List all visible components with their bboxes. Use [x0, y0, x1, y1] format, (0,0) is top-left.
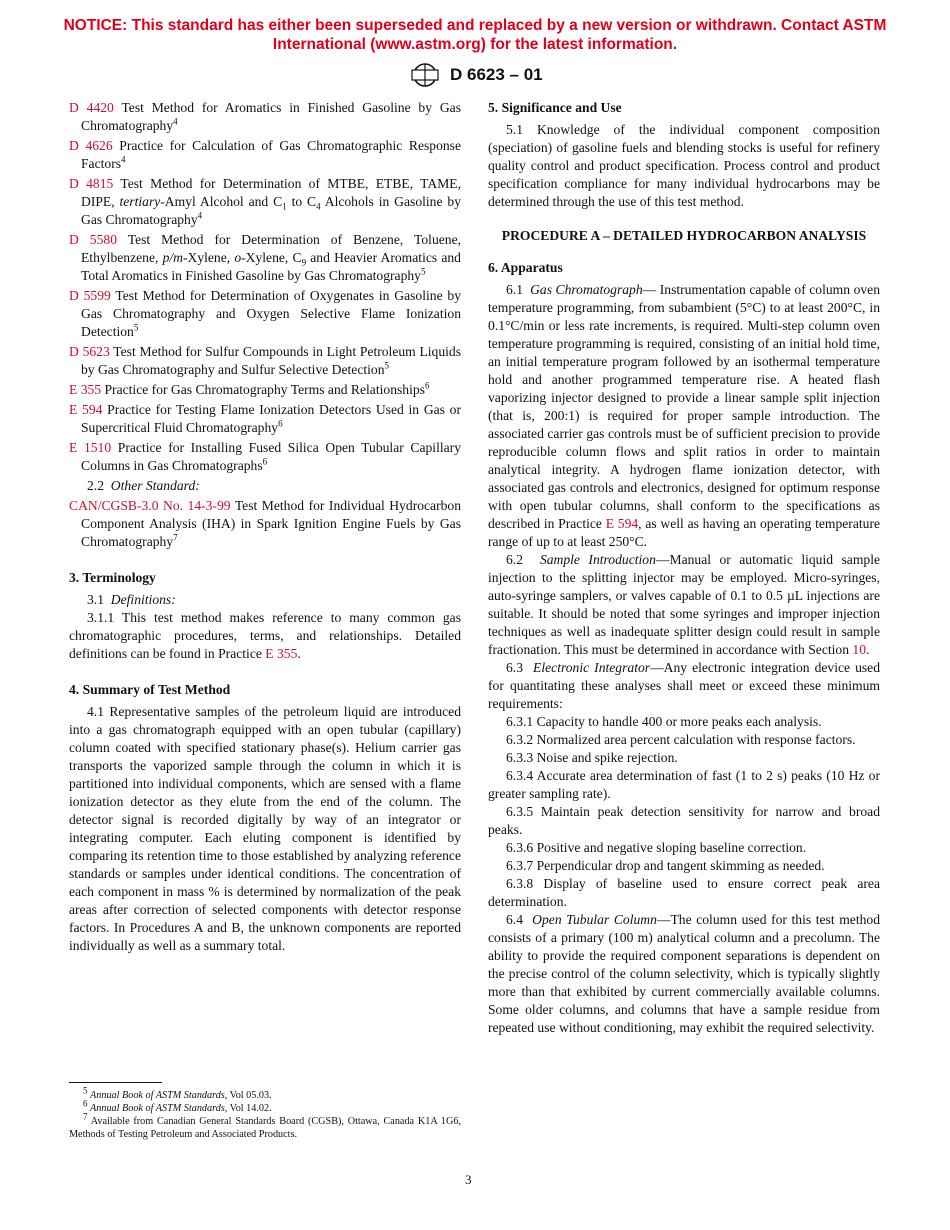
document-header: [405, 62, 605, 88]
reference-link[interactable]: D 4420: [69, 100, 114, 115]
paragraph: 5.1 Knowledge of the individual component composition (speciation) of gasoline fuels and blending stocks is useful for refinery quality control and product specification. Process control and product specification compliance for many individual hydrocarbons may be determined through the use of this test method.: [488, 122, 880, 209]
reference-item: E 1510 Practice for Installing Fused Silica Open Tubular Capillary Columns in Gas Chromatographs$^6$: [69, 440, 461, 473]
reference-item: D 5580 Test Method for Determination of Benzene, Toluene, Ethylbenzene, p/m-Xylene, o-Xylene, $C_9$ and Heavier Aromatics and Total Aromatics in Finished Gasoline by Gas Chromatography$^5$: [69, 232, 462, 283]
footnote: $^6$ Annual Book of ASTM Standards, Vol 14.02.: [83, 1098, 272, 1114]
list-item: 6.3.2 Normalized area percent calculation with response factors.: [506, 732, 856, 747]
withdrawn-notice: NOTICE: This standard has either been superseded and replaced by a new version or withdrawn. Contact ASTM International (www.astm.org) for the latest information.: [63, 17, 887, 53]
reference-item: E 594 Practice for Testing Flame Ionization Detectors Used in Gas or Supercritical Fluid Chromatography$^6$: [69, 402, 461, 435]
paragraph: 6.2 Sample Introduction—Manual or automatic liquid sample injection to the splitting injector may be employed. Micro-syringes, auto-syringe samplers, or valves capable of 0.1 to 0.5 µL injections are suitable. It should be noted that some syringes and improper injection techniques as well as inadequate splitter design could result in sample fractionation. This must be determined in accordance with Section 10.: [488, 552, 881, 657]
reference-item: D 4815 Test Method for Determination of MTBE, ETBE, TAME, DIPE, tertiary-Amyl Alcohol and $C_1$ to $C_4$ Alcohols in Gasoline by Gas Chromatography$^4$: [69, 176, 462, 227]
paragraph: 4.1 Representative samples of the petroleum liquid are introduced into a gas chromatograph equipped with an open tubular (capillary) column coated with specified stationary phase(s). Helium carrier gas transports the vaporized sample through the column in which it is partitioned into individual components, which are sensed with a flame ionization detector as they elute from the end of the column. The detector signal is recorded digitally by way of an integrator or integrating computer. Each eluting component is identified by comparing its retention time to those established by analyzing reference standards or samples under identical conditions. The concentration of each component in mass % is determined by normalization of the peak areas after correction of selected components with detector response factors. In Procedures A and B, the unknown components are reported individually as well as a summary total.: [69, 704, 461, 953]
reference-link[interactable]: D 5623: [69, 344, 110, 359]
page-number: 3: [465, 1172, 472, 1187]
footnote: $^7$ Available from Canadian General Standards Board (CGSB), Ottawa, Canada K1A 1G6, Methods of Testing Petroleum and Associated Products.: [69, 1111, 462, 1140]
astm-logo-icon: [405, 62, 445, 88]
paragraph: 3.1.1 This test method makes reference to many common gas chromatographic procedures, terms, and relationships. Detailed definitions can be found in Practice E 355.: [69, 610, 461, 661]
reference-link[interactable]: E 355: [265, 646, 298, 661]
list-item: 6.3.6 Positive and negative sloping baseline correction.: [506, 840, 807, 855]
other-standard-heading: 2.2 Other Standard:: [87, 478, 200, 493]
reference-item: D 4420 Test Method for Aromatics in Finished Gasoline by Gas Chromatography$^4$: [69, 100, 462, 133]
footnote-divider: [69, 1082, 162, 1083]
reference-link[interactable]: CAN/CGSB-3.0 No. 14-3-99: [69, 498, 231, 513]
reference-link[interactable]: D 4626: [69, 138, 113, 153]
reference-link[interactable]: D 5599: [69, 288, 111, 303]
paragraph: 6.4 Open Tubular Column—The column used for this test method consists of a primary (100 m) analytical column and a precolumn. The ability to provide the required component separations is dependent on the precise control of the column selectivity, which is typically slightly more than that exhibited by current commercially available columns. Some older columns, and columns that have a sample residue from repeated use without conditioning, may exhibit the required selectivity.: [488, 912, 880, 1035]
reference-item: D 5623 Test Method for Sulfur Compounds in Light Petroleum Liquids by Gas Chromatography and Sulfur Selective Detection$^5$: [69, 344, 462, 377]
list-item: 6.3.8 Display of baseline used to ensure correct peak area determination.: [488, 876, 880, 909]
section-heading: 4. Summary of Test Method: [69, 682, 231, 697]
reference-link[interactable]: E 594: [605, 516, 639, 531]
paragraph: 3.1 Definitions:: [87, 592, 176, 607]
section-link[interactable]: 10: [852, 642, 866, 657]
left-column: [69, 99, 461, 955]
reference-item: CAN/CGSB-3.0 No. 14-3-99 Test Method for Individual Hydrocarbon Component Analysis (IHA) in Spark Ignition Engine Fuels by Gas Chromatography$^7$: [69, 498, 462, 549]
reference-link[interactable]: E 355: [69, 382, 102, 397]
reference-item: E 355 Practice for Gas Chromatography Terms and Relationships$^6$: [69, 380, 430, 397]
reference-link[interactable]: E 1510: [69, 440, 112, 455]
footnotes: [69, 1085, 462, 1141]
footnote: $^5$ Annual Book of ASTM Standards, Vol 05.03.: [83, 1085, 272, 1101]
paragraph: 6.1 Gas Chromatograph— Instrumentation capable of column oven temperature programming, from subambient (5°C) to at least 200°C, in 0.1°C/min or less rate increments, is required. Multi-step column oven temperature programming is required, consisting of an initial hold time, an initial temperature program followed by an isothermal temperature hold and another programmed temperature rise. A heated flash vaporizing injector designed to provide a linear sample split injection (that is, 200:1) is required for proper sample introduction. The associated carrier gas controls must be of sufficient precision to provide reproducible column flows and split ratios in order to maintain analytical integrity. A hydrogen flame ionization detector, with associated gas controls and electronics, designed for optimum response with open tubular columns, shall conform to the specifications as described in Practice E 594, as well as having an operating temperature range of up to at least 250°C.: [488, 282, 881, 549]
paragraph: 6.3 Electronic Integrator—Any electronic integration device used for quantitating these analyses shall meet or exceed these minimum requirements:: [488, 660, 880, 711]
reference-link[interactable]: E 594: [69, 402, 103, 417]
list-item: 6.3.1 Capacity to handle 400 or more peaks each analysis.: [506, 714, 822, 729]
section-heading: 5. Significance and Use: [488, 100, 622, 115]
list-item: 6.3.7 Perpendicular drop and tangent skimming as needed.: [506, 858, 825, 873]
reference-item: D 5599 Test Method for Determination of Oxygenates in Gasoline by Gas Chromatography and Oxygen Selective Flame Ionization Detection$^5$: [69, 288, 462, 339]
section-heading: 3. Terminology: [69, 570, 156, 585]
list-item: 6.3.5 Maintain peak detection sensitivity for narrow and broad peaks.: [488, 804, 880, 837]
reference-link[interactable]: D 5580: [69, 232, 117, 247]
list-item: 6.3.4 Accurate area determination of fast (1 to 2 s) peaks (10 Hz or greater sampling rate).: [488, 768, 880, 801]
section-heading: 6. Apparatus: [488, 260, 563, 275]
list-item: 6.3.3 Noise and spike rejection.: [506, 750, 678, 765]
reference-item: D 4626 Practice for Calculation of Gas Chromatographic Response Factors$^4$: [69, 138, 461, 171]
document-id: D 6623 – 01: [450, 65, 543, 84]
procedure-heading: PROCEDURE A – DETAILED HYDROCARBON ANALYSIS: [501, 228, 867, 243]
reference-link[interactable]: D 4815: [69, 176, 114, 191]
right-column: [488, 99, 880, 1037]
